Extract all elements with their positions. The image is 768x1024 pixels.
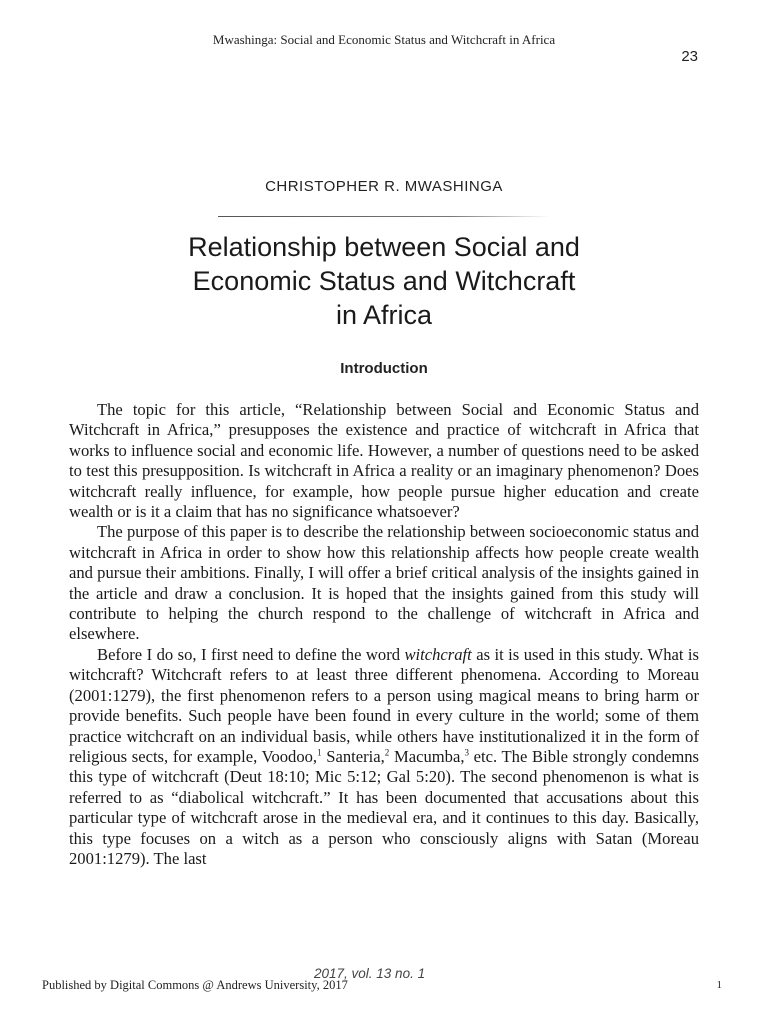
- emphasized-term: witchcraft: [404, 644, 472, 664]
- sheet-number: 1: [716, 979, 722, 991]
- author-name: CHRISTOPHER R. MWASHINGA: [265, 178, 503, 195]
- page-number: 23: [681, 48, 698, 65]
- paragraph: [69, 645, 699, 869]
- text-run: etc. The Bible strongly condemns this type of witchcraft (Deut 18:10; Mic 5:12; Gal 5:20). The second phenomenon is what is referred to as “diabolical witchcraft.” It has been documented that accusations about this particular type of witchcraft arose in the medieval era, and it continues to this day. Basically, this type focuses on a witch as a person who consciously aligns with Satan (Moreau 2001:1279). The last: [69, 746, 700, 868]
- text-run: as it is used in this study. What is witchcraft? Witchcraft refers to at least three different phenomena. According to Moreau (2001:1279), the first phenomenon refers to a person using magical means to bring harm or provide benefits. Such people have been found in every culture in the world; some of them practice witchcraft on an individual basis, while others have institutionalized it in the form of religious sects, for example, Voodoo,: [69, 644, 700, 766]
- text-run: Before I do so, I first need to define the word: [97, 644, 405, 664]
- running-head: Mwashinga: Social and Economic Status and Witchcraft in Africa: [212, 32, 556, 47]
- text-run: Santeria,: [321, 746, 385, 766]
- publisher-footer: Published by Digital Commons @ Andrews University, 2017: [42, 978, 348, 992]
- footnote-ref[interactable]: 2: [384, 747, 390, 758]
- journal-issue: 2017, vol. 13 no. 1: [314, 966, 426, 981]
- title-line: in Africa: [335, 300, 433, 330]
- title-line: Economic Status and Witchcraft: [192, 266, 576, 296]
- article-body: [69, 400, 699, 869]
- footnote-ref[interactable]: 3: [464, 747, 469, 758]
- text-run: Macumba,: [389, 746, 465, 766]
- paragraph: The topic for this article, “Relationship between Social and Economic Status and Witchcraft in Africa,” presupposes the existence and practice of witchcraft in Africa that works to influence social and economic life. However, a number of questions need to be asked to test this presupposition. Is witchcraft in Africa a reality or an imaginary phenomenon? Does witchcraft really influence, for example, how people pursue higher education and create wealth or is it a claim that has no significance whatsoever?: [69, 400, 699, 522]
- title-line: Relationship between Social and: [188, 232, 580, 262]
- article-title: [0, 230, 768, 332]
- title-divider: [218, 216, 550, 217]
- paragraph: The purpose of this paper is to describe the relationship between socioeconomic status and witchcraft in Africa in order to show how this relationship affects how people create wealth and pursue their ambitions. Finally, I will offer a brief critical analysis of the insights gained in the article and draw a conclusion. It is hoped that the insights gained from this study will contribute to helping the church respond to the challenge of witchcraft in Africa and elsewhere.: [69, 522, 699, 644]
- footnote-ref[interactable]: 1: [317, 747, 322, 758]
- section-heading: Introduction: [340, 360, 428, 377]
